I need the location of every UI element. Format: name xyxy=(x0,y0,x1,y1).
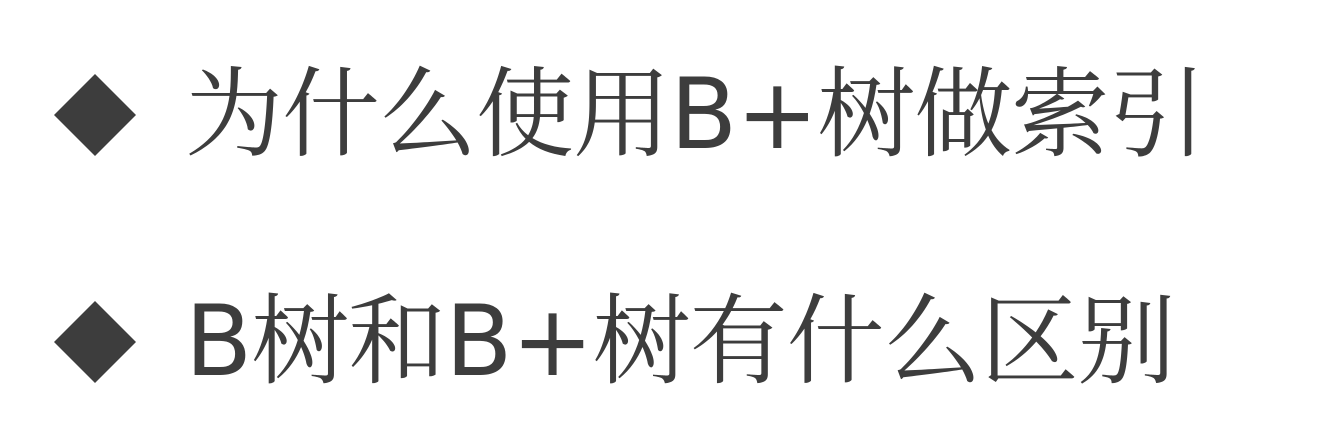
bullet-marker xyxy=(0,60,185,170)
diamond-bullet-icon xyxy=(54,74,136,156)
bullet-text: 为什么使用B+树做索引 xyxy=(185,60,1206,170)
diamond-bullet-icon xyxy=(54,301,136,383)
bullet-marker xyxy=(0,287,185,397)
bullet-item xyxy=(0,60,1332,170)
bullet-item xyxy=(0,287,1332,397)
bullet-text: B树和B+树有什么区别 xyxy=(185,287,1175,397)
